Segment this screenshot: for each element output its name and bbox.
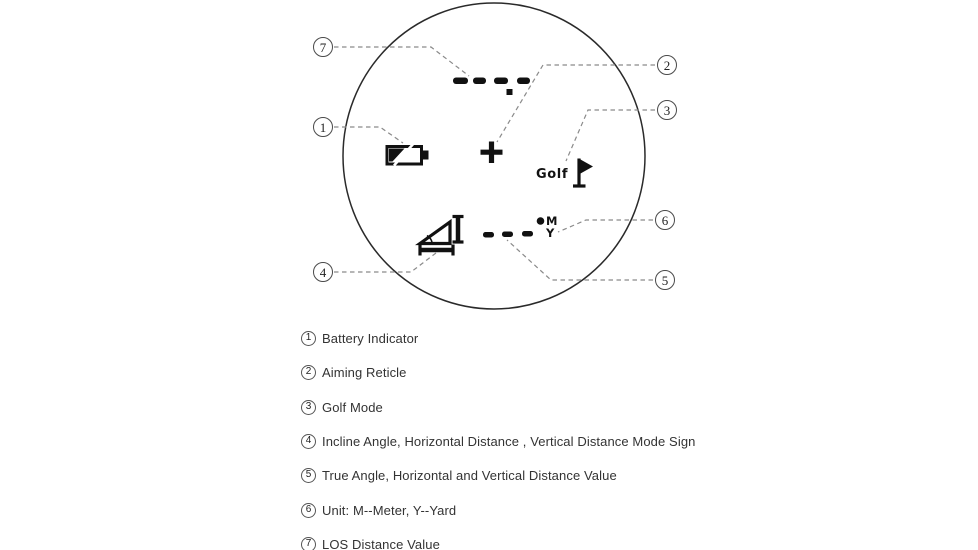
legend-item xyxy=(301,467,617,483)
legend xyxy=(301,330,751,550)
angle-distance-dashes-icon xyxy=(483,231,533,238)
legend-item xyxy=(301,433,695,449)
golf-flag-icon xyxy=(573,159,593,187)
horizontal-distance-beam-icon xyxy=(420,245,453,256)
leader-line-2 xyxy=(497,65,655,142)
legend-label-4: Incline Angle, Horizontal Distance , Vertical Distance Mode Sign xyxy=(322,433,696,449)
callout-badge-1: 1 xyxy=(313,117,333,137)
los-distance-dashes-icon xyxy=(453,78,530,96)
callout-badge-2: 2 xyxy=(657,55,677,75)
legend-number-3: 3 xyxy=(301,400,316,415)
legend-item xyxy=(301,399,383,415)
leader-line-7 xyxy=(334,47,469,76)
unit-meter-label: M xyxy=(546,214,558,228)
unit-yard-label: Y xyxy=(546,226,555,240)
decimal-point-icon xyxy=(507,89,513,95)
legend-item xyxy=(301,502,456,518)
aiming-reticle-icon xyxy=(481,142,503,164)
legend-label-6: Unit: M--Meter, Y--Yard xyxy=(322,502,457,518)
leader-line-3 xyxy=(566,110,655,161)
callout-badge-3: 3 xyxy=(657,100,677,120)
legend-number-6: 6 xyxy=(301,503,316,518)
legend-number-7: 7 xyxy=(301,537,316,550)
legend-label-1: Battery Indicator xyxy=(322,330,419,346)
callout-badge-6: 6 xyxy=(655,210,675,230)
leader-line-6 xyxy=(558,220,653,232)
legend-label-3: Golf Mode xyxy=(322,399,383,415)
legend-number-2: 2 xyxy=(301,365,316,380)
callout-badge-4: 4 xyxy=(313,262,333,282)
legend-item xyxy=(301,330,418,346)
golf-mode-label: Golf xyxy=(536,166,569,183)
legend-number-4: 4 xyxy=(301,434,316,449)
legend-number-1: 1 xyxy=(301,331,316,346)
legend-label-2: Aiming Reticle xyxy=(322,364,407,380)
incline-mode-icon xyxy=(420,217,464,256)
legend-item xyxy=(301,536,440,550)
battery-icon xyxy=(387,143,429,166)
callout-badge-7: 7 xyxy=(313,37,333,57)
legend-label-5: True Angle, Horizontal and Vertical Distance Value xyxy=(322,467,617,483)
leader-line-5 xyxy=(507,240,653,280)
callout-badge-5: 5 xyxy=(655,270,675,290)
legend-label-7: LOS Distance Value xyxy=(322,536,440,550)
degree-dot-icon xyxy=(537,217,545,225)
incline-triangle-icon xyxy=(420,222,450,244)
vertical-distance-beam-icon xyxy=(453,217,464,243)
legend-number-5: 5 xyxy=(301,468,316,483)
legend-item xyxy=(301,364,406,380)
